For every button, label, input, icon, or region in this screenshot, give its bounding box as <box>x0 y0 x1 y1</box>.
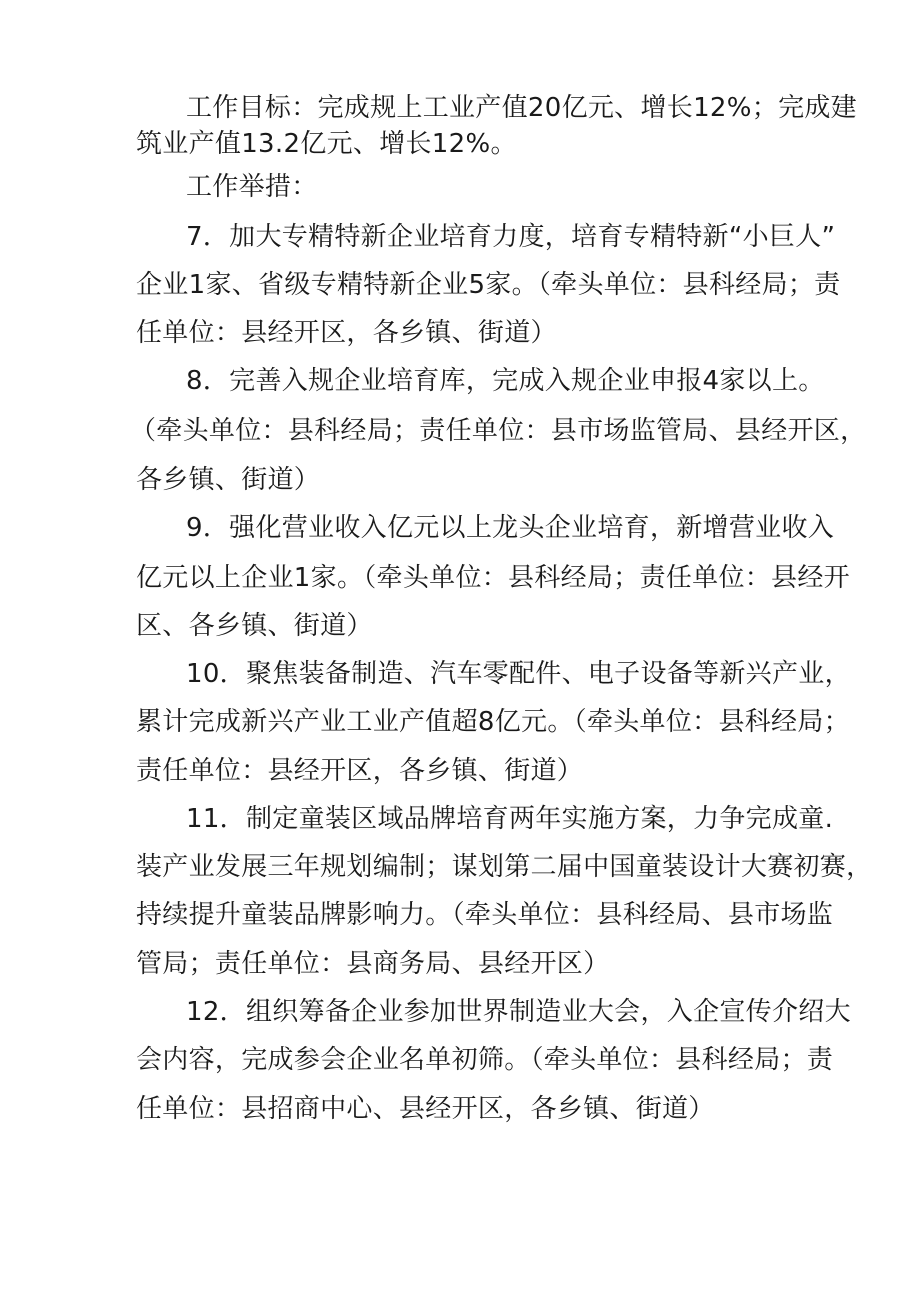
item-9-line-2: 亿元以上企业1家。（牵头单位：县科经局；责任单位：县经开 <box>136 563 850 593</box>
item-12-line-2: 会内容，完成参会企业名单初筛。（牵头单位：县科经局；责 <box>136 1045 834 1075</box>
item-7-line-1: 7．加大专精特新企业培育力度，培育专精特新“小巨人” <box>186 222 836 252</box>
item-10-line-3: 责任单位：县经开区，各乡镇、街道） <box>136 756 584 786</box>
goal-line-2: 筑业产值13.2亿元、增长12%。 <box>136 129 517 159</box>
item-10-line-1: 10．聚焦装备制造、汽车零配件、电子设备等新兴产业， <box>186 659 851 689</box>
item-11-line-3: 持续提升童装品牌影响力。（牵头单位：县科经局、县市场监 <box>136 900 834 930</box>
item-11-line-2: 装产业发展三年规划编制；谋划第二届中国童装设计大赛初赛， <box>136 852 873 882</box>
item-11-line-4: 管局；责任单位：县商务局、县经开区） <box>136 949 610 979</box>
item-10-line-2: 累计完成新兴产业工业产值超8亿元。（牵头单位：县科经局； <box>136 707 850 737</box>
item-7-line-3: 任单位：县经开区，各乡镇、街道） <box>136 318 557 348</box>
item-9-line-3: 区、各乡镇、街道） <box>136 611 373 641</box>
item-8-line-1: 8．完善入规企业培育库，完成入规企业申报4家以上。 <box>186 366 825 396</box>
item-9-line-1: 9．强化营业收入亿元以上龙头企业培育，新增营业收入 <box>186 513 835 543</box>
item-12-line-1: 12．组织筹备企业参加世界制造业大会，入企宣传介绍大 <box>186 997 851 1027</box>
item-11-line-1: 11．制定童装区域品牌培育两年实施方案，力争完成童. <box>186 804 834 834</box>
measures-heading: 工作举措： <box>186 172 318 202</box>
item-12-line-3: 任单位：县招商中心、县经开区，各乡镇、街道） <box>136 1094 715 1124</box>
item-8-line-3: 各乡镇、街道） <box>136 465 321 495</box>
item-7-line-2: 企业1家、省级专精特新企业5家。（牵头单位：县科经局；责 <box>136 270 841 300</box>
item-8-line-2: （牵头单位：县科经局；责任单位：县市场监管局、县经开区， <box>130 416 867 446</box>
goal-line-1: 工作目标：完成规上工业产值20亿元、增长12%；完成建 <box>186 93 857 123</box>
